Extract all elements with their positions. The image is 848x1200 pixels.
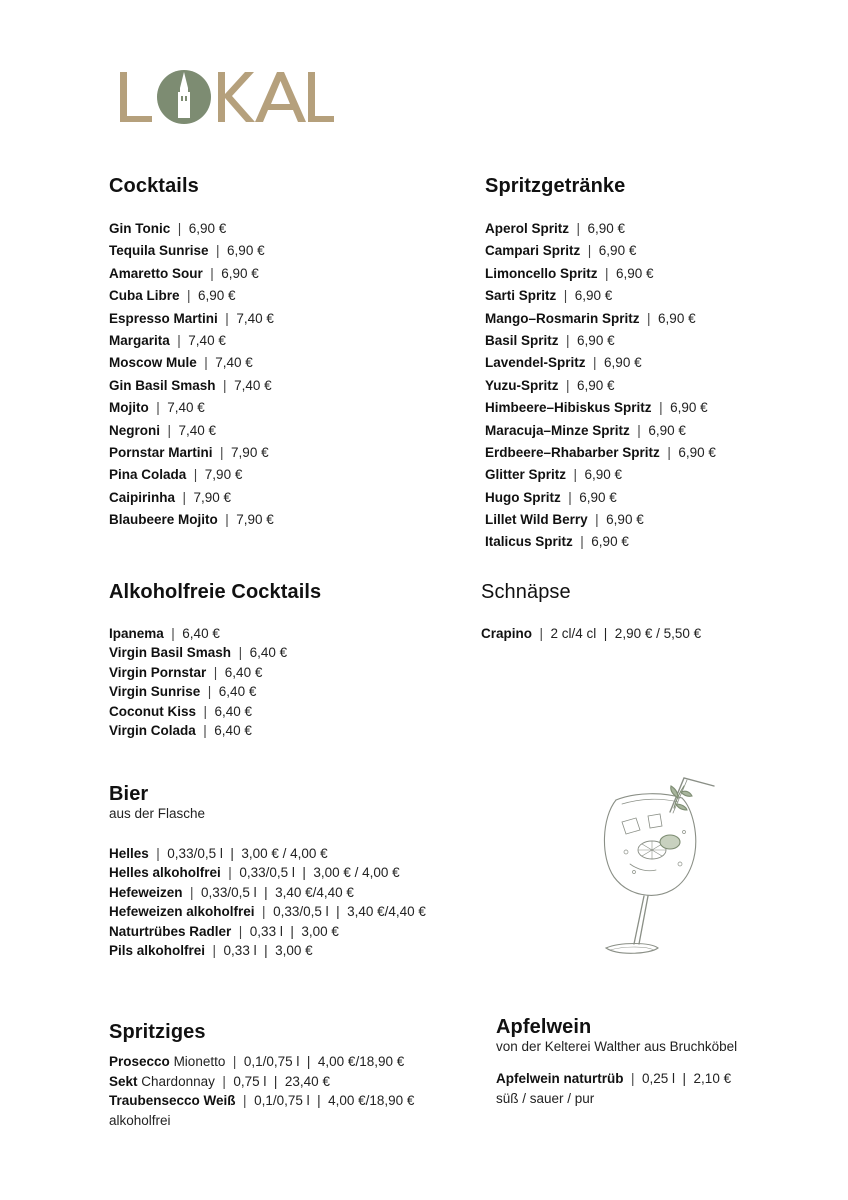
item-detail: 0,1/0,75 l | 4,00 €/18,90 € — [243, 1054, 405, 1069]
menu-item — [109, 663, 321, 682]
item-detail: 6,40 € — [214, 722, 252, 738]
separator: | — [639, 310, 659, 326]
menu-item — [109, 397, 274, 419]
spritziges-list — [109, 1052, 414, 1111]
separator: | — [580, 243, 599, 259]
item-detail: 6,90 € — [584, 467, 623, 483]
item-name: Coconut Kiss — [109, 703, 197, 719]
separator: | — [585, 355, 605, 371]
separator: | — [569, 221, 588, 236]
item-name: Gin Basil Smash — [109, 377, 216, 393]
item-name: Traubensecco Weiß — [109, 1093, 236, 1108]
item-name: Erdbeere–Rhabarber Spritz — [485, 444, 660, 460]
menu-item — [109, 487, 274, 509]
item-name: Mango–Rosmarin Spritz — [485, 310, 640, 326]
item-detail: 6,90 € — [198, 288, 236, 304]
menu-item — [109, 375, 274, 397]
separator: | — [231, 645, 250, 661]
separator: | — [160, 422, 179, 438]
item-detail: 6,90 € — [221, 265, 259, 281]
separator: | — [182, 884, 202, 900]
item-name: Gin Tonic — [109, 221, 171, 236]
separator: | — [170, 221, 189, 236]
item-detail: 6,90 € — [188, 221, 227, 236]
menu-item — [109, 464, 274, 486]
separator: | — [175, 489, 194, 505]
item-detail: 6,90 € — [598, 243, 637, 259]
item-detail: 6,40 € — [182, 626, 220, 641]
separator: | — [206, 664, 225, 680]
separator: | — [148, 400, 168, 416]
cocktail-glass-icon — [592, 772, 722, 972]
item-name: Aperol Spritz — [485, 221, 570, 236]
menu-item — [109, 240, 274, 262]
item-name: Margarita — [109, 332, 170, 348]
menu-item — [485, 487, 716, 509]
separator: | — [651, 400, 671, 416]
separator: | — [196, 355, 216, 371]
schnaepse-title: Schnäpse — [481, 581, 571, 603]
menu-item — [485, 397, 716, 419]
item-detail: 7,90 € — [231, 444, 269, 460]
item-name: Basil Spritz — [485, 332, 559, 348]
item-name: Virgin Sunrise — [109, 684, 201, 700]
item-detail: 7,40 € — [167, 400, 205, 416]
menu-item — [109, 844, 426, 863]
menu-item — [109, 218, 274, 240]
bier-title: Bier — [109, 783, 149, 805]
item-detail: 6,90 € — [591, 534, 629, 550]
item-variety: Mionetto — [173, 1054, 226, 1069]
item-detail: 7,90 € — [236, 512, 274, 528]
menu-item — [109, 624, 321, 643]
item-detail: 0,33 l | 3,00 € — [249, 923, 339, 939]
menu-item — [109, 442, 274, 464]
menu-item — [485, 352, 716, 374]
apfelwein-subtitle: von der Kelterei Walther aus Bruchköbel — [496, 1039, 738, 1054]
spritz-list — [485, 218, 716, 554]
menu-item — [485, 531, 716, 553]
alkoholfrei-section — [109, 580, 321, 740]
item-name: Caipirinha — [109, 489, 176, 505]
item-name: Blaubeere Mojito — [109, 512, 218, 528]
separator: | — [629, 422, 649, 438]
item-name: Helles alkoholfrei — [109, 865, 221, 881]
item-name: Tequila Sunrise — [109, 243, 209, 259]
cocktails-section — [109, 174, 274, 531]
separator: | — [597, 265, 617, 281]
item-name: Hefeweizen — [109, 884, 183, 900]
item-detail: 0,75 l | 23,40 € — [233, 1073, 330, 1089]
menu-item — [109, 509, 274, 531]
menu-item — [485, 442, 716, 464]
item-name: Mojito — [109, 400, 149, 416]
item-name: Crapino — [481, 626, 533, 641]
separator: | — [196, 703, 215, 719]
separator: | — [200, 684, 219, 700]
item-name: Helles — [109, 846, 149, 861]
menu-item — [109, 352, 274, 374]
menu-item — [109, 883, 426, 902]
item-name: Glitter Spritz — [485, 467, 567, 483]
separator: | — [169, 332, 189, 348]
separator: | — [254, 904, 274, 920]
separator: | — [195, 722, 215, 738]
item-name: Negroni — [109, 422, 161, 438]
schnaepse-section — [481, 580, 701, 644]
menu-item — [109, 330, 274, 352]
item-name: Hugo Spritz — [485, 489, 561, 505]
item-detail: 6,40 € — [214, 703, 253, 719]
separator: | — [205, 942, 224, 958]
item-detail: 6,90 € — [606, 512, 644, 528]
item-detail: 7,40 € — [188, 332, 226, 348]
menu-item — [109, 308, 274, 330]
item-name: Amaretto Sour — [109, 265, 203, 281]
item-name: Virgin Colada — [109, 722, 196, 738]
alkoholfrei-title: Alkoholfreie Cocktails — [109, 581, 322, 603]
item-detail: 6,90 € — [604, 355, 642, 371]
lokal-logo — [118, 66, 338, 128]
separator: | — [163, 626, 183, 641]
item-name: Maracuja–Minze Spritz — [485, 422, 630, 438]
item-detail: 6,90 € — [227, 243, 265, 259]
separator: | — [235, 1093, 255, 1108]
item-detail: 0,1/0,75 l | 4,00 €/18,90 € — [254, 1093, 415, 1108]
bier-subtitle: aus der Flasche — [109, 806, 206, 821]
separator: | — [558, 377, 578, 393]
spritziges-title: Spritziges — [109, 1021, 206, 1043]
item-name: Cuba Libre — [109, 288, 180, 304]
separator: | — [217, 310, 237, 326]
item-name: Himbeere–Hibiskus Spritz — [485, 400, 652, 416]
separator: | — [558, 332, 578, 348]
menu-item — [109, 263, 274, 285]
menu-item — [109, 420, 274, 442]
item-name: Prosecco — [109, 1054, 170, 1069]
item-name: Sekt — [109, 1073, 138, 1089]
menu-item — [485, 464, 716, 486]
item-detail: 6,90 € — [658, 310, 696, 326]
menu-item — [496, 1069, 737, 1089]
menu-item — [485, 308, 716, 330]
menu-item — [109, 941, 426, 960]
item-detail: 0,25 l | 2,10 € — [642, 1071, 732, 1086]
cocktails-list — [109, 218, 274, 531]
item-name: Italicus Spritz — [485, 534, 573, 550]
item-name: Pornstar Martini — [109, 444, 213, 460]
separator: | — [225, 1054, 244, 1069]
separator: | — [148, 846, 168, 861]
menu-item — [109, 902, 426, 921]
item-name: Lillet Wild Berry — [485, 512, 588, 528]
schnaepse-list — [481, 624, 701, 644]
item-detail: 7,90 € — [204, 467, 243, 483]
separator: | — [587, 512, 607, 528]
item-name: Campari Spritz — [485, 243, 581, 259]
item-detail: 6,90 € — [648, 422, 686, 438]
menu-item — [485, 375, 716, 397]
item-detail: 0,33/0,5 l | 3,00 € / 4,00 € — [239, 865, 400, 881]
separator: | — [560, 489, 580, 505]
separator: | — [566, 467, 585, 483]
apfelwein-section — [496, 1015, 737, 1108]
item-name: Lavendel-Spritz — [485, 355, 586, 371]
menu-item — [109, 863, 426, 882]
apfelwein-title: Apfelwein — [496, 1016, 592, 1038]
menu-item — [481, 624, 701, 644]
menu-item — [485, 285, 716, 307]
menu-item — [485, 420, 716, 442]
item-detail: 0,33 l | 3,00 € — [223, 942, 313, 958]
spritziges-section — [109, 1020, 414, 1130]
item-name: Pils alkoholfrei — [109, 942, 206, 958]
item-detail: 7,90 € — [193, 489, 232, 505]
bier-section — [109, 782, 426, 960]
separator: | — [572, 534, 592, 550]
separator: | — [659, 444, 679, 460]
menu-item — [485, 218, 716, 240]
item-detail: 2 cl/4 cl | 2,90 € / 5,50 € — [550, 626, 702, 641]
menu-item — [109, 1091, 414, 1111]
menu-item — [109, 1072, 414, 1092]
item-detail: 6,40 € — [218, 684, 257, 700]
menu-item — [485, 330, 716, 352]
menu-item — [109, 682, 321, 701]
apfelwein-note: süß / sauer / pur — [496, 1090, 595, 1106]
apfelwein-list — [496, 1069, 737, 1089]
item-detail: 0,33/0,5 l | 3,40 €/4,40 € — [201, 884, 354, 900]
menu-item — [485, 263, 716, 285]
item-name: Yuzu-Spritz — [485, 377, 559, 393]
item-name: Naturtrübes Radler — [109, 923, 232, 939]
item-detail: 6,90 € — [670, 400, 708, 416]
menu-item — [109, 702, 321, 721]
item-detail: 6,40 € — [249, 645, 288, 661]
item-name: Espresso Martini — [109, 310, 218, 326]
separator: | — [179, 288, 199, 304]
item-detail: 7,40 € — [234, 377, 272, 393]
separator: | — [208, 243, 228, 259]
item-name: Virgin Pornstar — [109, 664, 207, 680]
item-detail: 0,33/0,5 l | 3,00 € / 4,00 € — [167, 846, 328, 861]
item-detail: 6,90 € — [616, 265, 654, 281]
spritz-title: Spritzgetränke — [485, 175, 626, 197]
spritziges-note: alkoholfrei — [109, 1112, 171, 1128]
item-detail: 6,90 € — [574, 288, 613, 304]
item-detail: 7,40 € — [178, 422, 217, 438]
item-detail: 6,90 € — [577, 332, 615, 348]
separator: | — [215, 377, 235, 393]
alkoholfrei-list — [109, 624, 321, 740]
separator: | — [623, 1071, 643, 1086]
bier-list — [109, 844, 426, 960]
item-detail: 6,40 € — [224, 664, 263, 680]
separator: | — [202, 265, 222, 281]
menu-item — [485, 240, 716, 262]
separator: | — [214, 1073, 234, 1089]
item-name: Pina Colada — [109, 467, 187, 483]
separator: | — [186, 467, 205, 483]
item-detail: 7,40 € — [215, 355, 253, 371]
item-name: Sarti Spritz — [485, 288, 557, 304]
lokal-logo-graphic — [118, 66, 338, 128]
menu-item — [109, 1052, 414, 1072]
item-detail: 0,33/0,5 l | 3,40 €/4,40 € — [273, 904, 426, 920]
item-detail: 6,90 € — [579, 489, 617, 505]
item-name: Ipanema — [109, 626, 164, 641]
menu-item — [109, 643, 321, 662]
item-name: Virgin Basil Smash — [109, 645, 232, 661]
item-detail: 6,90 € — [587, 221, 626, 236]
menu-item — [109, 922, 426, 941]
item-name: Apfelwein naturtrüb — [496, 1071, 624, 1086]
menu-item — [109, 721, 321, 740]
item-detail: 7,40 € — [236, 310, 274, 326]
item-detail: 6,90 € — [678, 444, 716, 460]
separator: | — [556, 288, 575, 304]
separator: | — [212, 444, 232, 460]
spritz-section — [485, 174, 716, 554]
separator: | — [231, 923, 250, 939]
menu-item — [109, 285, 274, 307]
item-detail: 6,90 € — [577, 377, 615, 393]
item-name: Limoncello Spritz — [485, 265, 598, 281]
menu-item — [485, 509, 716, 531]
item-variety: Chardonnay — [141, 1073, 215, 1089]
separator: | — [220, 865, 240, 881]
cocktails-title: Cocktails — [109, 175, 199, 197]
item-name: Moscow Mule — [109, 355, 197, 371]
separator: | — [217, 512, 237, 528]
separator: | — [532, 626, 551, 641]
item-name: Hefeweizen alkoholfrei — [109, 904, 255, 920]
